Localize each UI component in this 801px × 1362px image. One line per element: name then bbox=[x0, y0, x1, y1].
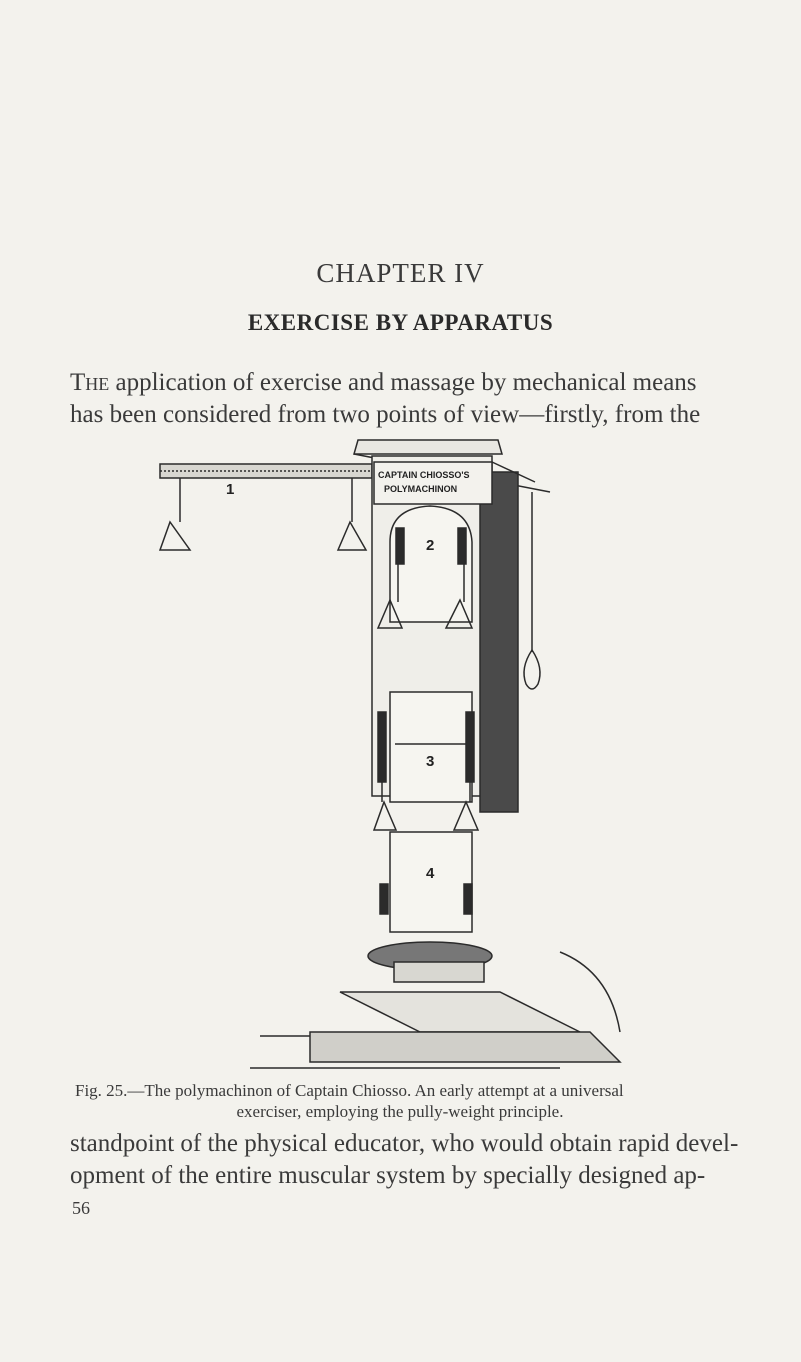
page-number: 56 bbox=[72, 1198, 90, 1218]
weight-block bbox=[466, 712, 474, 782]
paragraph-top bbox=[70, 367, 735, 431]
middle-panel bbox=[390, 692, 472, 802]
paragraph-top-line-1 bbox=[70, 367, 735, 399]
sign-line-1: CAPTAIN CHIOSSO'S bbox=[378, 470, 470, 480]
lower-panel bbox=[390, 832, 472, 932]
column-crown bbox=[354, 440, 502, 454]
station-label-2: 2 bbox=[426, 537, 435, 554]
weight-block bbox=[378, 712, 386, 782]
handle bbox=[160, 522, 190, 550]
paragraph-bottom-line-2: opment of the entire muscular system by specially designed ap- bbox=[70, 1162, 706, 1189]
weight-block bbox=[396, 528, 404, 564]
handle bbox=[338, 522, 366, 550]
polymachinon-illustration bbox=[140, 432, 660, 1080]
floor-shading bbox=[560, 952, 620, 1032]
station-label-4: 4 bbox=[426, 865, 435, 882]
paragraph-bottom-line-1: standpoint of the physical educator, who would obtain rapid devel- bbox=[70, 1130, 739, 1157]
station-label-3: 3 bbox=[426, 753, 435, 770]
weight-block bbox=[380, 884, 388, 914]
chapter-heading: CHAPTER IV bbox=[316, 258, 485, 288]
paragraph-top-line-2: has been considered from two points of view—firstly, from the bbox=[70, 401, 701, 428]
paragraph-top-line-1-rest: application of exercise and massage by mechanical means bbox=[109, 369, 697, 396]
column-side-shade bbox=[480, 472, 518, 812]
caption-line-1: Fig. 25.—The polymachinon of Captain Chiosso. An early attempt at a universal bbox=[75, 1081, 624, 1100]
paragraph-lead-word: The bbox=[70, 369, 110, 396]
platform-lower bbox=[310, 1032, 620, 1062]
station-label-1: 1 bbox=[226, 481, 235, 498]
caption-line-2: exerciser, employing the pully-weight principle. bbox=[236, 1102, 564, 1121]
polymachinon-figure bbox=[140, 432, 660, 1080]
figure-caption bbox=[75, 1080, 725, 1122]
weight-block bbox=[464, 884, 472, 914]
handle bbox=[374, 802, 396, 830]
paragraph-bottom bbox=[70, 1128, 739, 1192]
handle bbox=[454, 802, 478, 830]
roller-base bbox=[394, 962, 484, 982]
weight-block bbox=[458, 528, 466, 564]
sign-line-2: POLYMACHINON bbox=[384, 484, 458, 494]
hanging-ring bbox=[524, 650, 540, 689]
platform-upper bbox=[340, 992, 580, 1032]
sign-plate bbox=[374, 462, 492, 504]
section-title: EXERCISE BY APPARATUS bbox=[247, 310, 554, 335]
